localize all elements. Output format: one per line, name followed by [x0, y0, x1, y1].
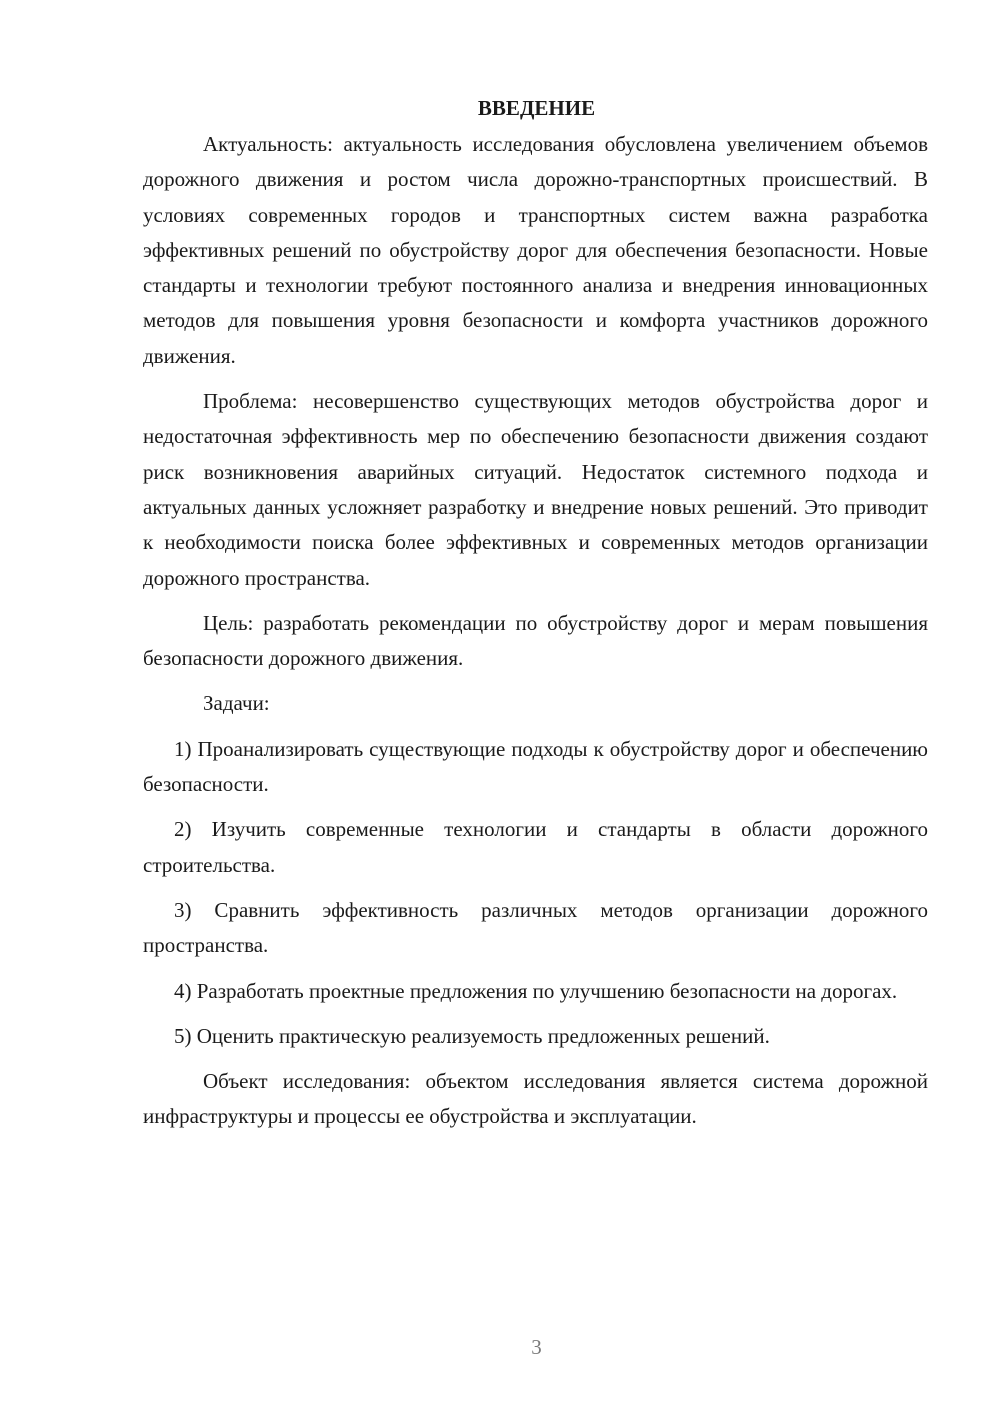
- task-item-5: 5) Оценить практическую реализуемость предложенных решений.: [174, 1023, 770, 1048]
- task-item-2: 2) Изучить современные технологии и стандарты в области дорожного строительства.: [143, 817, 928, 877]
- document-body: [143, 91, 928, 1135]
- relevance-paragraph: Актуальность: актуальность исследования обусловлена увеличением объемов дорожного движения и ростом числа дорожно-транспортных происшествий. В условиях современных городов и транспортных систем важна разработка эффективных решений по обустройству дорог для обеспечения безопасности. Новые стандарты и технологии требуют постоянного анализа и внедрения инновационных методов для повышения уровня безопасности и комфорта участников дорожного движения.: [143, 132, 928, 368]
- task-item-3: 3) Сравнить эффективность различных методов организации дорожного пространства.: [143, 897, 928, 958]
- task-item-4: 4) Разработать проектные предложения по улучшению безопасности на дорогах.: [174, 978, 898, 1003]
- goal-paragraph: Цель: разработать рекомендации по обустройству дорог и мерам повышения безопасности дорожного движения.: [143, 610, 928, 671]
- section-title: ВВЕДЕНИЕ: [477, 96, 596, 120]
- page-number: 3: [531, 1335, 542, 1359]
- tasks-heading: Задачи:: [203, 691, 270, 716]
- task-item-1: 1) Проанализировать существующие подходы к обустройству дорог и обеспечению безопасности.: [143, 736, 928, 797]
- object-paragraph: Объект исследования: объектом исследования является система дорожной инфраструктуры и процессы ее обустройства и эксплуатации.: [143, 1069, 928, 1129]
- problem-paragraph: Проблема: несовершенство существующих методов обустройства дорог и недостаточная эффективность мер по обеспечению безопасности движения создают риск возникновения аварийных ситуаций. Недостаток системного подхода и актуальных данных усложняет разработку и внедрение новых решений. Это приводит к необходимости поиска более эффективных и современных методов организации дорожного пространства.: [143, 389, 928, 590]
